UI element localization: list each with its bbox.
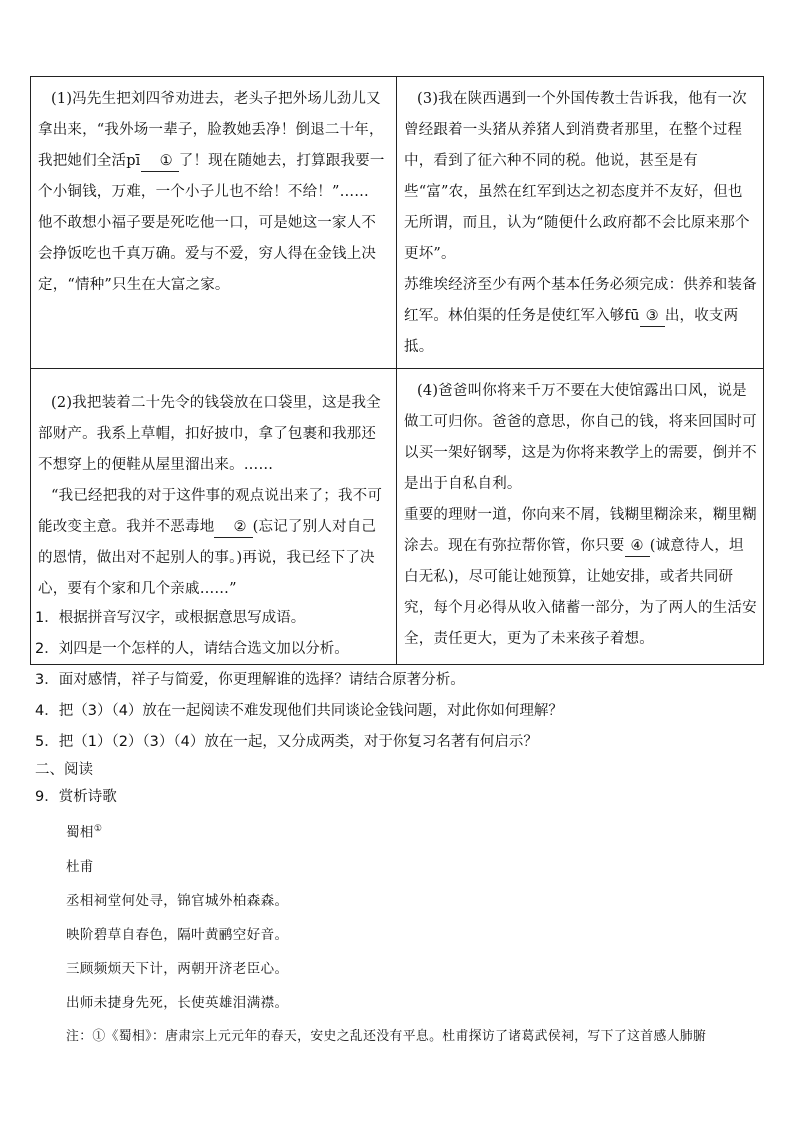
poem-line: 三顾频烦天下计，两朝开济老臣心。 — [66, 960, 289, 977]
footnote-mark: ① — [93, 824, 103, 834]
question-item: 9．赏析诗歌 — [35, 789, 117, 805]
question-item: 1．根据拼音写汉字，或根据意思写成语。 — [35, 610, 306, 626]
question-list — [35, 603, 765, 812]
poem-title: 蜀相① — [66, 824, 103, 841]
passage-2-para-2: “我已经把我的对于这件事的观点说出来了；我不可能改变主意。我并不恶毒地 ② (忘记了别人对自己的恩情，做出对不起别人的事。)再说，我已经下了决心，要有个家和几个亲戚……” — [38, 488, 383, 597]
answer-blank-3[interactable]: ③ — [640, 306, 665, 327]
poem-block — [66, 812, 766, 1054]
poem-note: 注：①《蜀相》：唐肃宗上元元年的春天，安史之乱还没有平息。杜甫探访了诸葛武侯祠，写下了这首感人肺腑 — [66, 1028, 707, 1044]
question-item: 2．刘四是一个怎样的人，请结合选文加以分析。 — [35, 641, 349, 657]
question-item: 5．把（1）（2）（3）（4）放在一起，又分成两类，对于你复习名著有何启示？ — [35, 734, 538, 750]
passage-2-para-1: (2)我把装着二十先令的钱袋放在口袋里，这是我全部财产。我系上草帽，扣好披巾，拿了包裹和我那还不想穿上的便鞋从屋里溜出来。…… — [38, 395, 381, 473]
answer-blank-2[interactable]: ② — [214, 517, 252, 538]
passage-cell-3 — [397, 77, 764, 369]
passage-table — [30, 76, 764, 665]
poem-line: 映阶碧草自春色，隔叶黄鹂空好音。 — [66, 926, 289, 943]
passage-1-para-1: (1)冯先生把刘四爷劝进去，老头子把外场儿劲儿又拿出来，“我外场一辈子，脸教她丢净！倒退二十年，我把她们全活pī ① 了！现在随她去，打算跟我要一个小铜钱，万难，一个小子儿也不给！不给！”…… — [38, 91, 385, 200]
section-heading: 二、阅读 — [35, 762, 93, 778]
poem-line: 出师未捷身先死，长使英雄泪满襟。 — [66, 994, 289, 1011]
passage-3-para-1: (3)我在陕西遇到一个外国传教士告诉我，他有一次曾经跟着一头猪从养猪人到消费者那里，在整个过程中，看到了征六种不同的税。他说，甚至是有些“富”农，虽然在红军到达之初态度并不友好，但也无所谓，而且，认为“随便什么政府都不会比原来那个更坏”。 — [404, 91, 750, 262]
passage-3-para-2: 苏维埃经济至少有两个基本任务必须完成：供养和装备红军。林伯渠的任务是使红军入够fū ③ 出，收支两抵。 — [404, 277, 757, 355]
question-item: 4．把（3）（4）放在一起阅读不难发现他们共同谈论金钱问题，对此你如何理解？ — [35, 703, 563, 719]
passage-4-para-1: (4)爸爸叫你将来千万不要在大使馆露出口风，说是做工可归你。爸爸的意思，你自己的钱，将来回国时可以买一架好钢琴，这是为你将来教学上的需要，倒并不是出于自私自利。 — [404, 383, 757, 492]
poem-author: 杜甫 — [66, 858, 94, 875]
passage-4-para-2: 重要的理财一道，你向来不屑，钱糊里糊涂来，糊里糊涂去。现在有弥拉帮你管，你只要 ④ (诚意待人，坦白无私)，尽可能让她预算，让她安排，或者共同研究，每个月必得从收入储蓄一部分，为了两人的生活安全，责任更大，更为了未来孩子着想。 — [404, 507, 757, 647]
poem-line: 丞相祠堂何处寻，锦官城外柏森森。 — [66, 892, 289, 909]
passage-1-para-2: 他不敢想小福子要是死吃他一口，可是她这一家人不会挣饭吃也千真万确。爱与不爱，穷人得在金钱上决定，“情种”只生在大富之家。 — [38, 215, 377, 293]
answer-blank-4[interactable]: ④ — [625, 536, 650, 557]
passage-cell-1 — [31, 77, 397, 369]
question-item: 3．面对感情，祥子与简爱，你更理解谁的选择？请结合原著分析。 — [35, 672, 465, 688]
answer-blank-1[interactable]: ① — [141, 151, 179, 172]
